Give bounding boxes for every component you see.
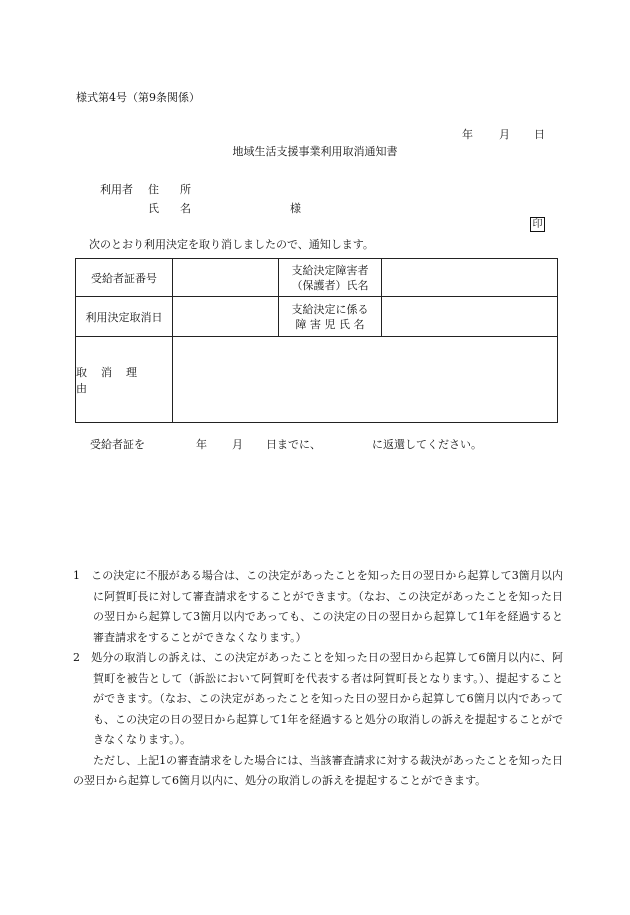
table-row: [76, 259, 558, 297]
table-row: [76, 337, 558, 423]
return-month-label: 月: [232, 438, 243, 451]
user-label: 利用者: [100, 183, 133, 196]
reason-label: 取消理由: [76, 337, 173, 423]
child-name-value: [382, 297, 558, 337]
reason-value: [173, 337, 558, 423]
table-row: [76, 297, 558, 337]
date-day-label: 日: [534, 128, 545, 141]
name-label-2: 名: [180, 202, 191, 215]
recipient-cert-value: [173, 259, 279, 297]
note-item-2: 2 処分の取消しの訴えは、この決定があったことを知った日の翌日から起算して6箇月以内に、阿賀町を被告として（訴訟において阿賀町を代表する者は阿賀町長となります。）、提起することができます。（なお、この決定があったことを知った日の翌日から起算して6箇月以内であっても、この決定の日の翌日から起算して1年を経過すると処分の取消しの訴えを提起することができなくなります。）。: [73, 651, 563, 746]
seal-mark: 印: [530, 217, 545, 232]
address-label-2: 所: [180, 183, 191, 196]
guardian-name-label: [279, 259, 382, 297]
return-day-label: 日までに、: [266, 438, 321, 451]
date-month-label: 月: [499, 128, 510, 141]
guardian-label-line2: （保護者）氏名: [291, 278, 369, 292]
notes-section: [73, 566, 563, 792]
child-name-label: [279, 297, 382, 337]
address-label-1: 住: [148, 183, 159, 196]
document-title: 地域生活支援事業利用取消通知書: [232, 145, 398, 158]
return-text-2: に返還してください。: [372, 438, 482, 451]
note-item-1: 1 この決定に不服がある場合は、この決定があったことを知った日の翌日から起算して3箇月以内に阿賀町長に対して審査請求をすることができます。（なお、この決定があったことを知った日の翌日から起算して3箇月以内であっても、この決定の日の翌日から起算して1年を経過すると審査請求をすることができなくなります。）: [73, 569, 563, 644]
date-year-label: 年: [462, 128, 473, 141]
recipient-cert-label: 受給者証番号: [76, 259, 173, 297]
form-number: 様式第4号（第9条関係）: [76, 91, 200, 104]
return-text-1: 受給者証を: [90, 438, 145, 451]
child-label-line2: 障 害 児 氏 名: [295, 317, 365, 331]
cancel-date-label: 利用決定取消日: [76, 297, 173, 337]
notice-text: 次のとおり利用決定を取り消しましたので、通知します。: [89, 238, 374, 251]
cancellation-table: [75, 258, 558, 423]
guardian-label-line1: 支給決定障害者: [291, 263, 369, 277]
guardian-name-value: [382, 259, 558, 297]
child-label-line1: 支給決定に係る: [291, 302, 369, 316]
cancel-date-value: [173, 297, 279, 337]
note-item-3: ただし、上記1の審査請求をした場合には、当該審査請求に対する裁決があったことを知った日の翌日から起算して6箇月以内に、処分の取消しの訴えを提起することができます。: [73, 753, 563, 787]
honorific: 様: [290, 202, 301, 215]
name-label-1: 氏: [148, 202, 159, 215]
return-year-label: 年: [196, 438, 207, 451]
